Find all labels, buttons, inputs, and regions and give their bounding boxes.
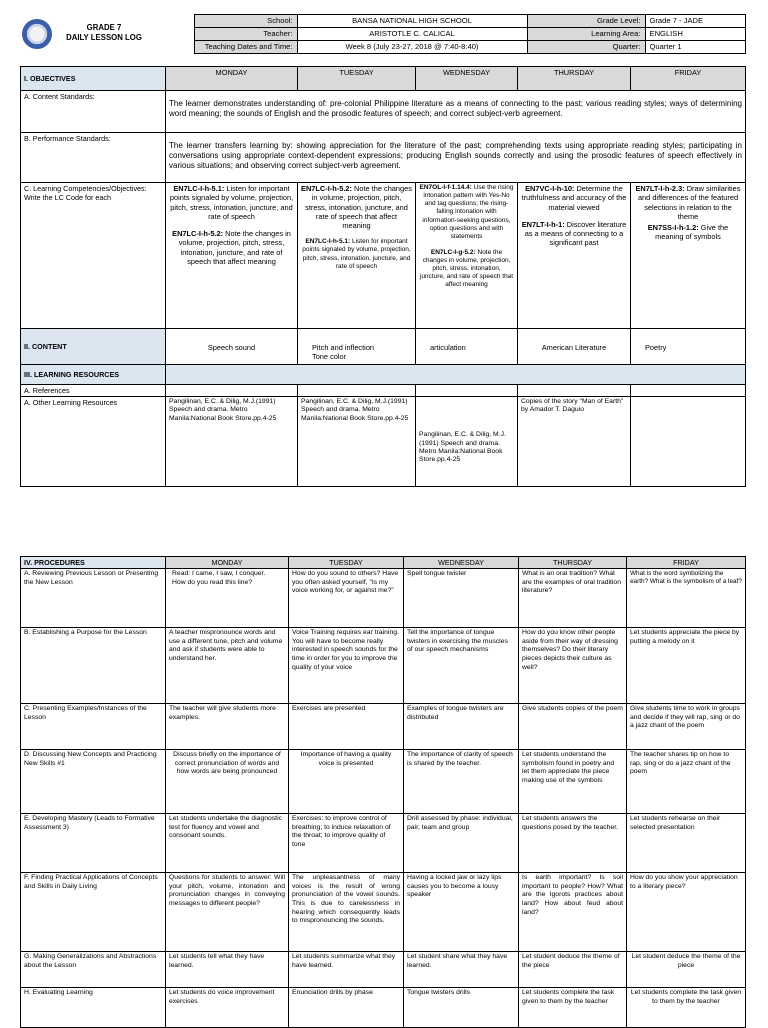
procedure-thursday: Give students copies of the poem: [519, 704, 627, 750]
procedure-monday: A teacher mispronounce words and use a different tune, pitch and volume and ask if students were able to understand her.: [166, 628, 289, 704]
procedure-monday: Discuss briefly on the importance of correct pronunciation of words and how words are being pronounced: [166, 750, 289, 814]
learning-area-label: Learning Area:: [527, 28, 645, 41]
procedure-friday: Let student deduce the theme of the piece: [627, 952, 746, 988]
procedure-row: [21, 628, 746, 704]
resources-friday: [631, 397, 746, 487]
references-label: A. References: [21, 385, 166, 397]
procedure-thursday: What is an oral tradition? What are the examples of oral tradition literature?: [519, 569, 627, 628]
procedure-tuesday: The unpleasantness of many voices is the result of wrong pronunciation of the vowel sounds. This is due to carelessness in hearing which consequently leads to mispronouncing the sounds.: [289, 873, 404, 952]
content-standards-label: A. Content Standards:: [21, 91, 166, 133]
competency-text: Note the changes in volume, projection, pitch, stress, intonation, juncture, and rate of speech that affect meaning: [305, 184, 412, 230]
competency-code: EN7LC-I-h-5.1:: [173, 184, 225, 193]
procedure-friday: Give students time to work in groups and decide if they will rap, sing or do a jazz chant of the poem: [627, 704, 746, 750]
competencies-wednesday: [416, 183, 518, 329]
procedure-tuesday: Exercises are presented: [289, 704, 404, 750]
content-standards-text: The learner demonstrates understanding of: pre-colonial Philippine literature as a means of connecting to the past; various reading styles; ways of determining word meaning; the sounds of English and the prosodic features of speech; and correct subject-verb agreement.: [166, 91, 746, 133]
procedure-friday: How do you show your appreciation to a literary piece?: [627, 873, 746, 952]
procedure-monday: Questions for students to answer: Will your pitch, volume, intonation and pronunciation changes in conveying messages to different people?: [166, 873, 289, 952]
procedure-thursday: Let students complete the task given to them by the teacher: [519, 988, 627, 1028]
procedure-label: B. Establishing a Purpose for the Lesson: [21, 628, 166, 704]
procedure-tuesday: Let students summarize what they have learned.: [289, 952, 404, 988]
procedure-row: [21, 814, 746, 873]
proc-day-header-wednesday: WEDNESDAY: [404, 557, 519, 569]
proc-day-header-monday: MONDAY: [166, 557, 289, 569]
competency-code: EN7LC-I-h-5.2:: [301, 184, 352, 193]
dates-value: Week 8 (July 23-27, 2018 @ 7:40-8:40): [297, 41, 527, 54]
grade-level-value: Grade 7 - JADE: [645, 15, 745, 28]
content-wednesday: articulation: [416, 329, 518, 365]
procedure-monday: Let students tell what they have learned.: [166, 952, 289, 988]
dates-label: Teaching Dates and Time:: [194, 41, 297, 54]
procedure-thursday: Is earth important? Is soil important to people? How? What are the Igorots practices about land? How about feud about land?: [519, 873, 627, 952]
resources-wednesday: Pangilinan, E.C. & Dilig, M.J.(1991) Speech and drama. Metro Manila:National Book Store.pp.4-25: [416, 397, 518, 487]
day-header-tuesday: TUESDAY: [298, 67, 416, 91]
competency-text: Use the rising intonation pattern with Yes-No and tag questions; the rising-falling intonation with information-seeking questions, option questions and with statements: [422, 184, 514, 240]
procedure-wednesday: Drill assessed by phase: individual, pair, team and group: [404, 814, 519, 873]
procedure-friday: The teacher shares tip on how to rap, sing or do a jazz chant of the poem: [627, 750, 746, 814]
content-tuesday: Pitch and inflection Tone color: [298, 329, 416, 365]
procedure-label: A. Reviewing Previous Lesson or Presenting the New Lesson: [21, 569, 166, 628]
procedures-section-label: IV. PROCEDURES: [21, 557, 166, 569]
procedure-row: [21, 952, 746, 988]
references-friday: [631, 385, 746, 397]
competency-code: EN7LT-I-h-1:: [521, 219, 565, 229]
procedure-thursday: Let students understand the symbolism found in poetry and let them appreciate the piece making use of the symbols: [519, 750, 627, 814]
proc-day-header-friday: FRIDAY: [627, 557, 746, 569]
competency-text: Determine the truthfulness and accuracy of the material viewed: [521, 184, 627, 212]
procedure-friday: What is the word symbolizing the earth? What is the symbolism of a leaf?: [627, 569, 746, 628]
procedure-wednesday: Tongue twisters drills: [404, 988, 519, 1028]
procedure-tuesday: How do you sound to others? Have you often asked yourself, "Is my voice working for, or against me?": [289, 569, 404, 628]
competency-code: EN7LT-I-h-2.3:: [635, 184, 685, 193]
header-info-table: [20, 14, 746, 54]
procedure-row: [21, 569, 746, 628]
other-resources-label: A. Other Learning Resources: [21, 397, 166, 487]
competencies-monday: [166, 183, 298, 329]
content-friday: Poetry: [631, 329, 746, 365]
content-thursday: American Literature: [518, 329, 631, 365]
procedure-monday: Let students do voice improvement exercises: [166, 988, 289, 1028]
procedure-tuesday: Importance of having a quality voice is presented: [289, 750, 404, 814]
procedure-wednesday: Let student share what they have learned.: [404, 952, 519, 988]
references-tuesday: [298, 385, 416, 397]
competency-code: EN7LC-I-h-5.1:: [305, 238, 351, 246]
logo-cell: [20, 15, 194, 54]
competency-code: EN7VC-I-h-10:: [525, 184, 575, 193]
proc-day-header-tuesday: TUESDAY: [289, 557, 404, 569]
procedure-tuesday: Voice Training requires ear training. You will have to become really interested in speech sounds for the time in order for you to improve the quality of your voice: [289, 628, 404, 704]
references-wednesday: [416, 385, 518, 397]
procedure-thursday: Let student deduce the theme of the piece: [519, 952, 627, 988]
procedure-label: E. Developing Mastery (Leads to Formative Assessment 3): [21, 814, 166, 873]
quarter-value: Quarter 1: [645, 41, 745, 54]
procedure-monday: The teacher will give students more examples.: [166, 704, 289, 750]
resources-section-band: [166, 365, 746, 385]
competency-code: EN7LC-I-g-5.2:: [430, 248, 476, 256]
procedure-row: [21, 704, 746, 750]
competency-text: Listen for important points signaled by volume, projection, pitch, stress, intonation, juncture, and rate of speech: [302, 238, 411, 270]
procedure-friday: Let students rehearse on their selected presentation: [627, 814, 746, 873]
procedure-wednesday: Spell tongue twister: [404, 569, 519, 628]
log-title: DAILY LESSON LOG: [66, 32, 142, 42]
procedure-monday: Read: I came, I saw, I conquer. How do you read this line?: [166, 569, 289, 628]
procedure-label: D. Discussing New Concepts and Practicing New Skills #1: [21, 750, 166, 814]
content-monday: Speech sound: [166, 329, 298, 365]
day-header-friday: FRIDAY: [631, 67, 746, 91]
performance-standards-label: B. Performance Standards:: [21, 133, 166, 183]
procedure-label: F. Finding Practical Applications of Concepts and Skills in Daily Living: [21, 873, 166, 952]
competency-text: Note the changes in volume, projection, pitch, stress, intonation, juncture, and rate of speech that affect meaning: [419, 248, 514, 289]
procedure-label: G. Making Generalizations and Abstractions about the Lesson: [21, 952, 166, 988]
competency-code: EN7LC-I-h-5.2:: [172, 229, 224, 238]
references-monday: [166, 385, 298, 397]
teacher-value: ARISTOTLE C. CALICAL: [297, 28, 527, 41]
school-label: School:: [194, 15, 297, 28]
quarter-label: Quarter:: [527, 41, 645, 54]
competency-text: Draw similarities and differences of the featured selections in relation to the theme: [637, 184, 741, 221]
competency-text: Note the changes in volume, projection, pitch, stress, intonation, juncture, and rate of speech that affect meaning: [178, 229, 291, 266]
competencies-label: C. Learning Competencies/Objectives: Write the LC Code for each: [21, 183, 166, 329]
procedure-tuesday: Enunciation drills by phase: [289, 988, 404, 1028]
objectives-section-label: I. OBJECTIVES: [21, 67, 166, 91]
procedure-label: H. Evaluating Learning: [21, 988, 166, 1028]
procedure-wednesday: Tell the importance of tongue twisters in exercising the muscles of our speech mechanisms: [404, 628, 519, 704]
objectives-content-table: [20, 66, 746, 487]
procedure-thursday: How do you know other people aside from their way of dressing themselves? Do their literary pieces depicts their culture as well?: [519, 628, 627, 704]
procedure-tuesday: Exercises: to improve control of breathing; to induce relaxation of the throat; to improve quality of tone: [289, 814, 404, 873]
procedure-row: [21, 988, 746, 1028]
learning-area-value: ENGLISH: [645, 28, 745, 41]
resources-monday: Pangilinan, E.C. & Dilig, M.J.(1991) Speech and drama. Metro Manila:National Book Store.pp.4-25: [166, 397, 298, 487]
procedure-thursday: Let students answers the questions posed by the teacher.: [519, 814, 627, 873]
day-header-thursday: THURSDAY: [518, 67, 631, 91]
grade-level-label: Grade Level:: [527, 15, 645, 28]
grade-title: GRADE 7: [86, 23, 122, 32]
day-header-wednesday: WEDNESDAY: [416, 67, 518, 91]
references-thursday: [518, 385, 631, 397]
resources-tuesday: Pangilinan, E.C. & Dilig, M.J.(1991) Speech and drama. Metro Manila:National Book Store.pp.4-25: [298, 397, 416, 487]
procedure-monday: Let students undertake the diagnostic test for fluency and vowel and consonant sounds.: [166, 814, 289, 873]
competency-text: Listen for important points signaled by volume, projection, pitch, stress, intonation, juncture, and rate of speech: [169, 184, 294, 221]
competencies-tuesday: [298, 183, 416, 329]
day-header-monday: MONDAY: [166, 67, 298, 91]
content-section-label: II. CONTENT: [21, 329, 166, 365]
procedure-wednesday: Having a locked jaw or lazy lips causes you to become a lousy speaker: [404, 873, 519, 952]
procedures-table: [20, 556, 746, 1028]
procedure-row: [21, 750, 746, 814]
competency-text: Give the meaning of symbols: [655, 223, 729, 242]
procedure-row: [21, 873, 746, 952]
proc-day-header-thursday: THURSDAY: [519, 557, 627, 569]
school-value: BANSA NATIONAL HIGH SCHOOL: [297, 15, 527, 28]
procedure-wednesday: Examples of tongue twisters are distributed: [404, 704, 519, 750]
performance-standards-text: The learner transfers learning by: showing appreciation for the literature of the past; comprehending texts using appropriate reading styles; participating in conversations using appropriate context-dependent expressions; producing English sounds correctly and using the prosodic features of speech effectively in various situations; and observing correct subject-verb agreement.: [166, 133, 746, 183]
competencies-friday: [631, 183, 746, 329]
competency-text: Discover literature as a means of connecting to a significant past: [524, 219, 627, 248]
resources-section-label: III. LEARNING RESOURCES: [21, 365, 166, 385]
teacher-label: Teacher:: [194, 28, 297, 41]
procedure-friday: Let students complete the task given to them by the teacher: [627, 988, 746, 1028]
competency-code: EN7SS-I-h-1.2:: [647, 223, 699, 232]
competencies-thursday: [518, 183, 631, 329]
resources-thursday: Copies of the story "Man of Earth" by Amador T. Daguio: [518, 397, 631, 487]
competency-code: EN7OL-I-f-1.14.4:: [419, 184, 472, 191]
procedure-label: C. Presenting Examples/Instances of the Lesson: [21, 704, 166, 750]
procedure-wednesday: The importance of clarity of speech is shared by the teacher.: [404, 750, 519, 814]
procedure-friday: Let students appreciate the piece by putting a melody on it: [627, 628, 746, 704]
